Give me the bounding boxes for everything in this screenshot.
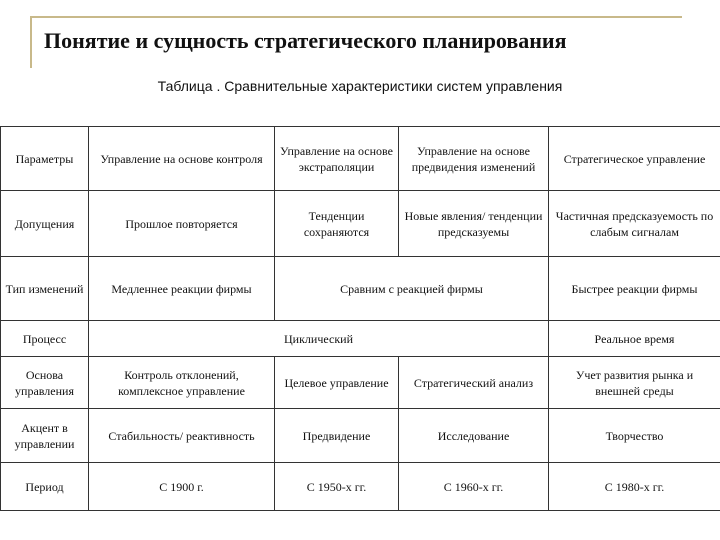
cell-emphasis-extrapolation: Предвидение	[275, 409, 399, 463]
cell-assumptions-control: Прошлое повторяется	[89, 191, 275, 257]
cell-header-foresight: Управление на основе предвидения изменений	[399, 127, 549, 191]
cell-assumptions-strategic: Частичная предсказуемость по слабым сигналам	[549, 191, 720, 257]
cell-basis-strategic: Учет развития рынка и внешней среды	[549, 357, 720, 409]
cell-emphasis-strategic: Творчество	[549, 409, 720, 463]
table-row-assumptions	[1, 191, 720, 257]
cell-process-label: Процесс	[1, 321, 89, 357]
table-row-basis	[1, 357, 720, 409]
cell-emphasis-control: Стабильность/ реактивность	[89, 409, 275, 463]
cell-basis-control: Контроль отклонений, комплексное управление	[89, 357, 275, 409]
cell-process-cyclic: Циклический	[89, 321, 549, 357]
cell-header-params: Параметры	[1, 127, 89, 191]
table-row-emphasis	[1, 409, 720, 463]
table-row-process	[1, 321, 720, 357]
comparison-table	[0, 126, 720, 511]
cell-emphasis-foresight: Исследование	[399, 409, 549, 463]
cell-period-strategic: С 1980-х гг.	[549, 463, 720, 511]
cell-basis-foresight: Стратегический анализ	[399, 357, 549, 409]
cell-basis-label: Основа управления	[1, 357, 89, 409]
cell-period-extrapolation: С 1950-х гг.	[275, 463, 399, 511]
cell-assumptions-label: Допущения	[1, 191, 89, 257]
cell-header-control: Управление на основе контроля	[89, 127, 275, 191]
table-row-change-type	[1, 257, 720, 321]
cell-period-label: Период	[1, 463, 89, 511]
cell-emphasis-label: Акцент в управлении	[1, 409, 89, 463]
cell-basis-extrapolation: Целевое управление	[275, 357, 399, 409]
cell-assumptions-extrapolation: Тенденции сохраняются	[275, 191, 399, 257]
table-caption: Таблица . Сравнительные характеристики систем управления	[157, 78, 563, 94]
cell-change-type-label: Тип изменений	[1, 257, 89, 321]
cell-change-type-control: Медленнее реакции фирмы	[89, 257, 275, 321]
cell-header-extrapolation: Управление на основе экстраполяции	[275, 127, 399, 191]
cell-assumptions-foresight: Новые явления/ тенденции предсказуемы	[399, 191, 549, 257]
cell-process-strategic: Реальное время	[549, 321, 720, 357]
cell-header-strategic: Стратегическое управление	[549, 127, 720, 191]
cell-change-type-middle: Сравним с реакцией фирмы	[275, 257, 549, 321]
page-title: Понятие и сущность стратегического планирования	[44, 28, 567, 53]
cell-change-type-strategic: Быстрее реакции фирмы	[549, 257, 720, 321]
cell-period-control: С 1900 г.	[89, 463, 275, 511]
table-row-header	[1, 127, 720, 191]
table-row-period	[1, 463, 720, 511]
cell-period-foresight: С 1960-х гг.	[399, 463, 549, 511]
